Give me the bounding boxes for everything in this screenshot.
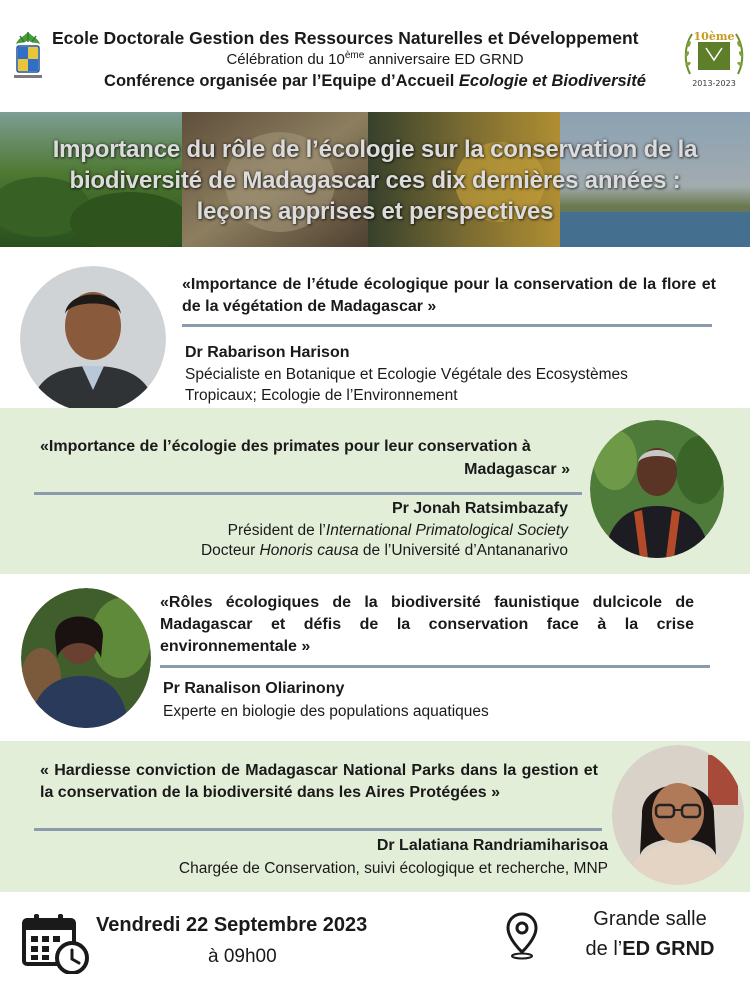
talk-title-3: «Rôles écologiques de la biodiversité faunistique dulcicole de Madagascar et défis de la conservation face à la crise environnementale »	[160, 594, 694, 655]
speaker-name-4: Dr Lalatiana Randriamiharisoa	[376, 837, 608, 854]
map-pin-icon	[506, 912, 538, 960]
talk-title-4: « Hardiesse conviction de Madagascar National Parks dans la gestion et la conservation de la biodiversité dans les Aires Protégées »	[40, 762, 598, 801]
speaker-name-1: Dr Rabarison Harison	[185, 344, 350, 361]
talk-title-2a: «Importance de l’écologie des primates pour leur conservation à	[40, 438, 531, 455]
divider-4	[34, 828, 602, 831]
talk-section-3	[0, 574, 750, 741]
speaker-role-2b: Docteur Honoris causa de l’Université d’Antananarivo	[200, 542, 568, 559]
anniversary-logo	[682, 26, 746, 92]
event-time: à 09h00	[208, 946, 277, 967]
speaker-role-1a: Spécialiste en Botanique et Ecologie Végétale des Ecosystèmes	[185, 366, 628, 383]
venue-line-2: de l’ED GRND	[585, 938, 715, 960]
speaker-role-3: Experte en biologie des populations aquatiques	[163, 703, 489, 720]
speaker-photo-1	[20, 266, 166, 412]
talk-section-4	[0, 741, 750, 892]
speaker-role-4: Chargée de Conservation, suivi écologique et recherche, MNP	[178, 860, 608, 877]
speaker-photo-2	[590, 420, 724, 558]
celebration-line: Célébration du 10ème anniversaire ED GRND	[226, 50, 524, 68]
event-date: Vendredi 22 Septembre 2023	[96, 914, 368, 936]
divider-2	[34, 492, 582, 495]
event-footer	[0, 892, 750, 1000]
conference-title: Importance du rôle de l’écologie sur la conservation de la biodiversité de Madagascar ces dix dernières années : leçons apprises et perspectives	[52, 136, 698, 225]
talk-section-2	[0, 408, 750, 574]
header	[0, 0, 750, 112]
title-banner	[0, 112, 750, 247]
speaker-photo-4	[612, 745, 744, 885]
svg-text:10ème: 10ème	[693, 30, 735, 43]
speaker-name-2: Pr Jonah Ratsimbazafy	[391, 500, 568, 517]
speaker-name-3: Pr Ranalison Oliarinony	[163, 680, 345, 697]
speaker-role-2a: Président de l’International Primatological Society	[227, 522, 568, 539]
talk-title-2b: Madagascar »	[464, 461, 570, 478]
speaker-photo-3	[21, 588, 151, 728]
talk-title-1: «Importance de l’étude écologique pour la conservation de la flore et de la végétation de Madagascar »	[182, 276, 716, 315]
svg-text:2013-2023: 2013-2023	[692, 79, 736, 88]
divider-3	[160, 665, 710, 668]
divider-1	[182, 324, 712, 327]
calendar-clock-icon	[22, 912, 90, 974]
conference-line: Conférence organisée par l’Equipe d’Accueil Ecologie et Biodiversité	[104, 72, 646, 90]
school-name: Ecole Doctorale Gestion des Ressources Naturelles et Développement	[52, 28, 639, 48]
talk-section-1	[0, 258, 750, 408]
venue-line-1: Grande salle	[593, 908, 707, 930]
speaker-role-1b: Tropicaux; Ecologie de l’Environnement	[185, 387, 458, 404]
